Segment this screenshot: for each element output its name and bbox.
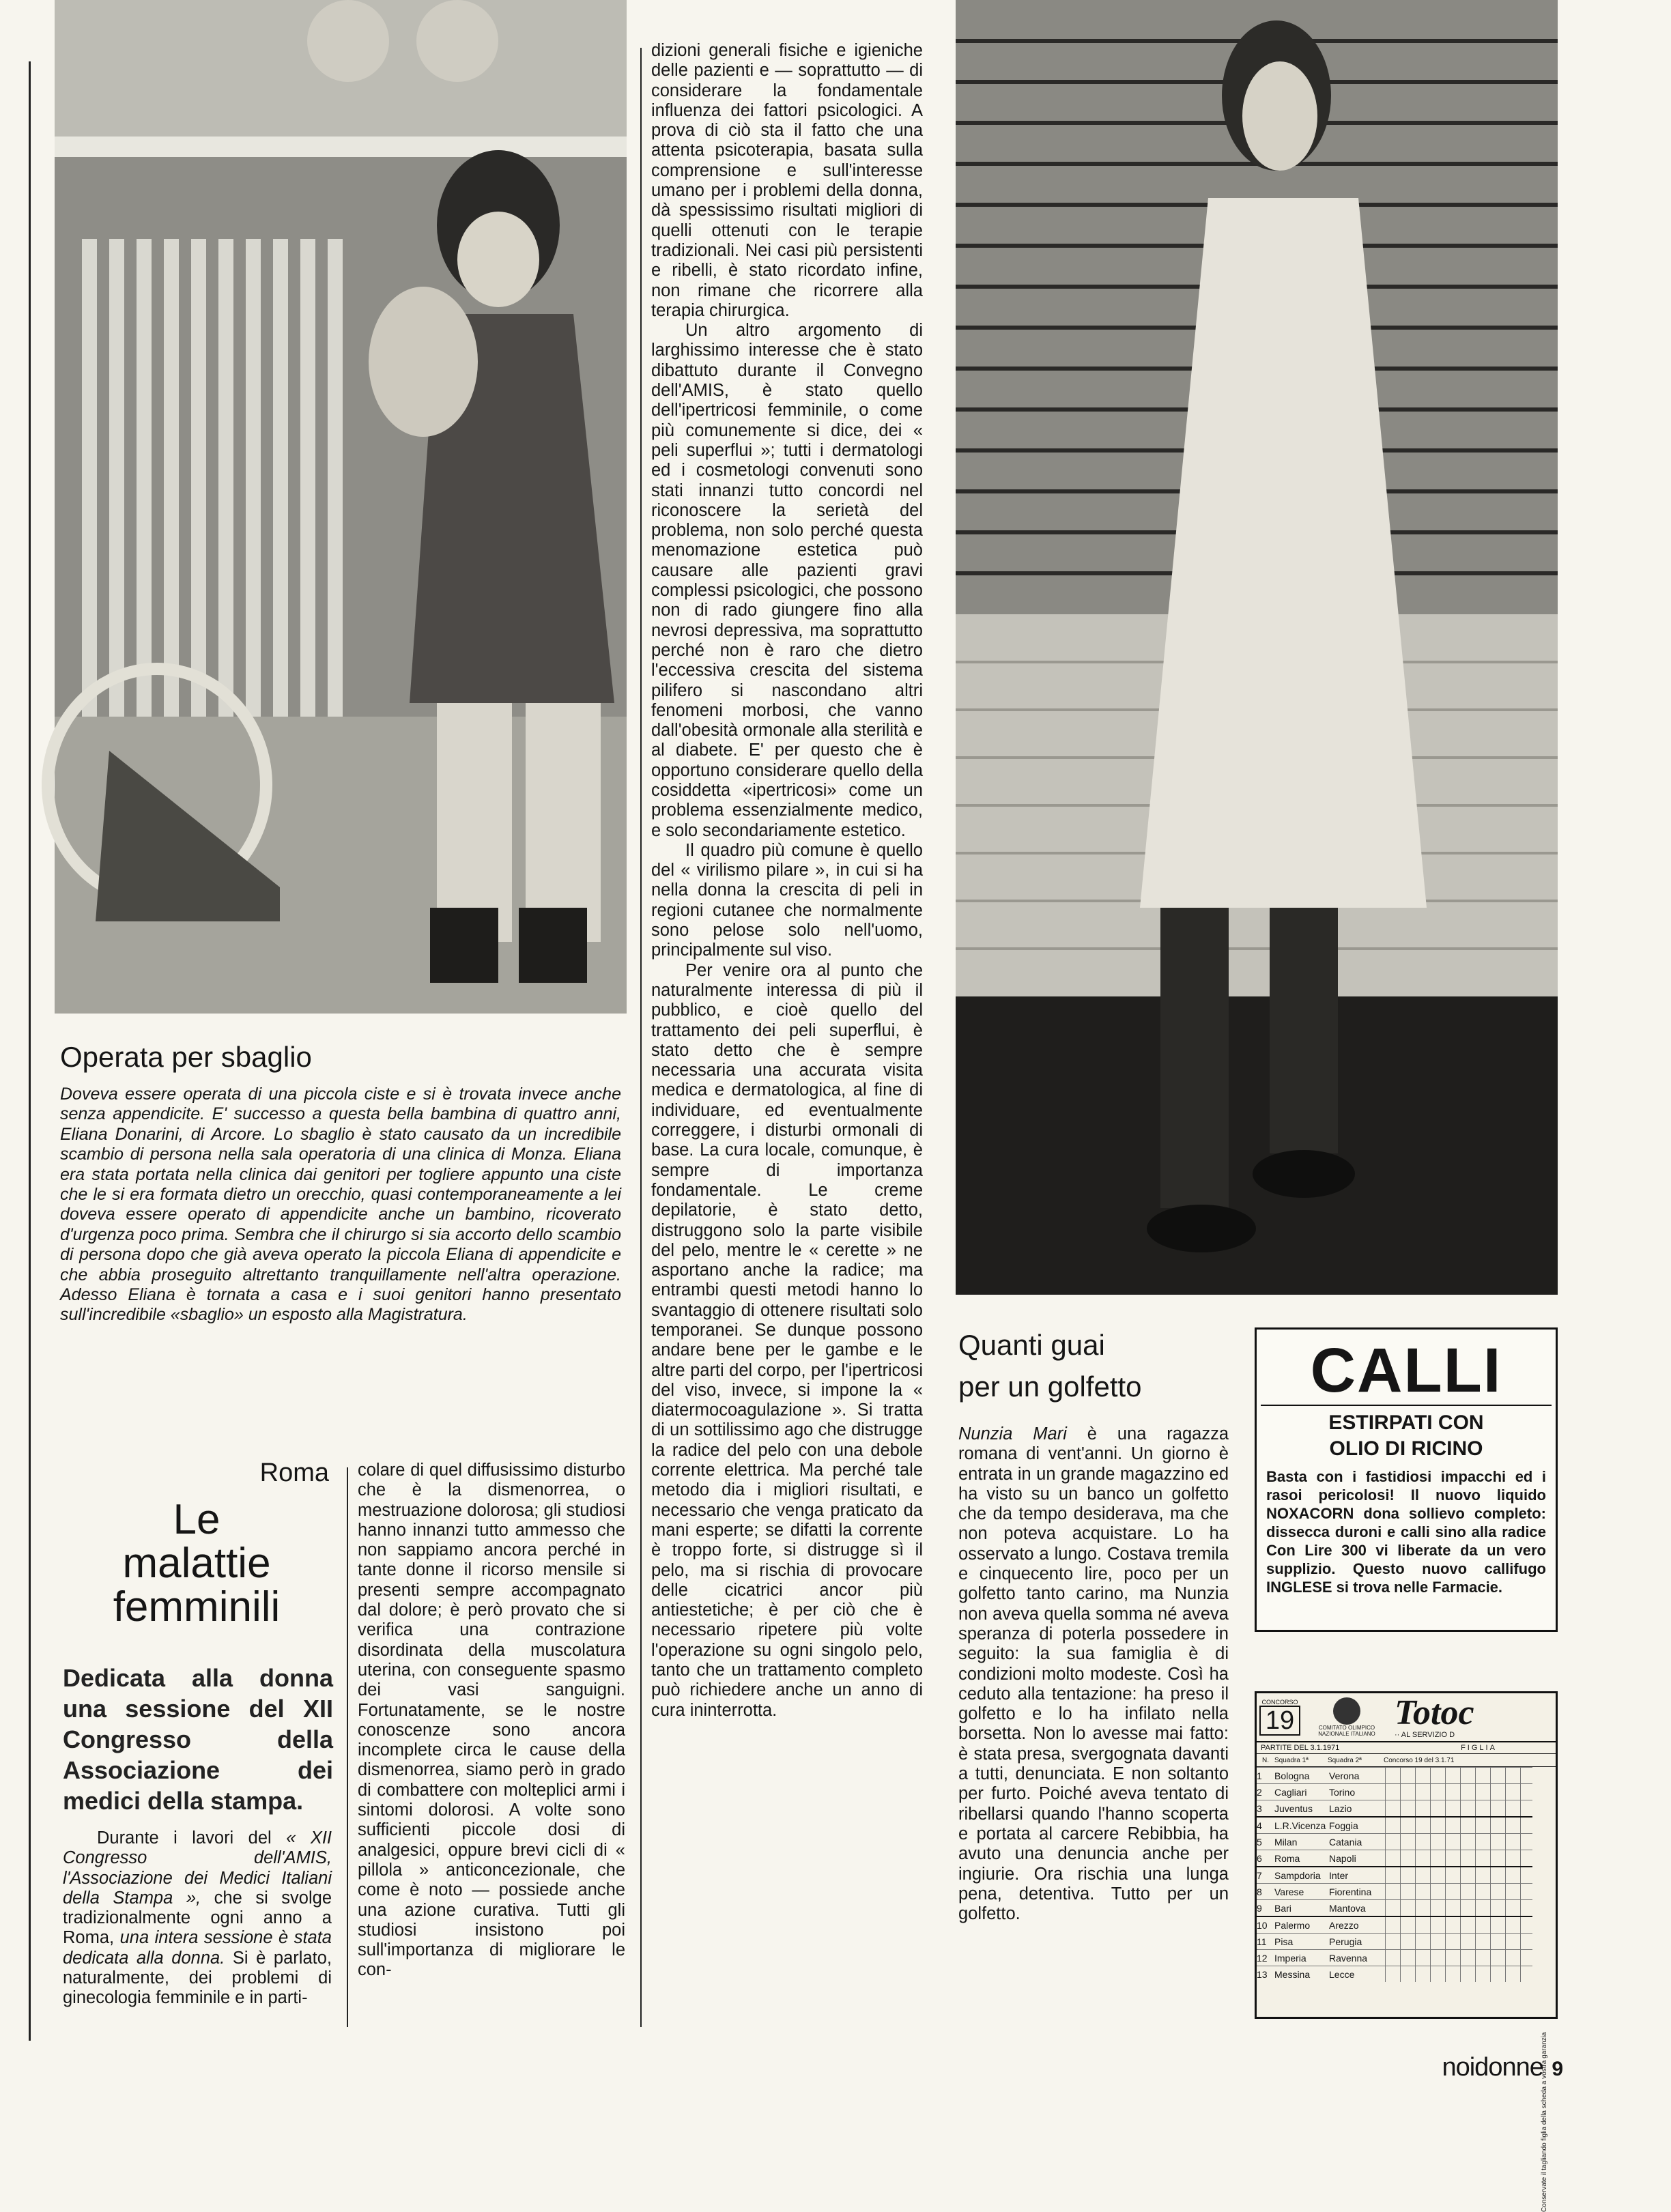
caption-text-operata: Doveva essere operata di una piccola ciste e si è trovata invece anche senza appendicite. E' successo a questa bella bambina di quattro anni, Eliana Donarini, di Arcore. Lo sbaglio è stato causato da un incredibile scambio di persona nella sala operatoria di una clinica di Monza. Eliana era stata portata nella clinica dai genitori per togliere appunto una ciste che le si era formata dietro un orecchio, quasi contemporaneamente a lei doveva essere operato di appendicite anche un bambino, ricoverato d'urgenza poco prima. Sembra che il chirurgo si sia accorto dello scambio di persona dopo che già aveva operato la piccola Eliana di appendicite e che abbia proseguito altrettanto tranquillamente nell'altra operazione. Adesso Eliana è tornata a casa e i suoi genitori hanno presentato sull'incredibile «sbaglio» un esposto alla Magistratura.	[60, 1085, 621, 1325]
toto-servizio: ·· AL SERVIZIO D	[1395, 1731, 1455, 1739]
ad-calli	[1255, 1327, 1558, 1632]
toto-row	[1257, 1883, 1532, 1899]
article-headline	[60, 1498, 333, 1629]
golfetto-title-line-1: Quanti guai	[958, 1329, 1105, 1361]
toto-row-number: 9	[1257, 1902, 1262, 1914]
toto-row-home: Milan	[1274, 1836, 1298, 1848]
intro-b: « XII Congresso dell'AMIS, l'Associazione dei Medici Italiani della Stampa »,	[63, 1828, 332, 1908]
article-column-3	[651, 41, 923, 1721]
toto-row-home: Bologna	[1274, 1770, 1310, 1781]
col3-para-2: Un altro argomento di larghissimo interesse che è stato dibattuto durante il Convegno dell'AMIS, è stato quello dell'ipertricosi femminile, o come più comunemente si dice, dei « peli superflui »; tutti i dermatologi ed i cosmetologi convenuti sono stati innanzi tutto concordi nel riconoscere la serietà del problema, non solo perché questa menomazione estetica può causare alle pazienti gravi complessi psicologici, che possono non di rado giungere fino alla nevrosi depressiva, ma soprattutto perché non è raro che dietro l'eccessiva crescita del sistema pilifero si nascondano altri fenomeni morbosi, che vanno dall'obesità ormonale alla sterilità e al diabete. E' per questo che è opportuno considerare quello della cosiddetta «ipertricosi» come un problema essenzialmente medico, e solo secondariamente estetico.	[651, 321, 923, 840]
toto-row-away: Ravenna	[1329, 1952, 1368, 1964]
toto-row	[1257, 1966, 1532, 1982]
toto-row-home: Palermo	[1274, 1919, 1311, 1931]
headline-line-2: malattie	[122, 1540, 271, 1587]
caption-text-golfetto	[958, 1424, 1229, 1924]
toto-row-grid	[1385, 1934, 1532, 1949]
col3-para-3: Il quadro più comune è quello del « virilismo pilare », in cui si ha nella donna la crescita di peli in regioni cutanee che normalmente sono pelose solo nell'uomo, principalmente sul viso.	[651, 840, 923, 960]
toto-row-home: Imperia	[1274, 1952, 1306, 1964]
toto-row-grid	[1385, 1784, 1532, 1800]
toto-row-number: 8	[1257, 1886, 1262, 1897]
toto-row-number: 4	[1257, 1820, 1262, 1831]
toto-row	[1257, 1933, 1532, 1949]
toto-row-number: 11	[1257, 1936, 1267, 1947]
toto-row-grid	[1385, 1867, 1532, 1883]
toto-row	[1257, 1833, 1532, 1850]
article-city: Roma	[259, 1459, 329, 1487]
toto-row-away: Catania	[1329, 1836, 1362, 1848]
toto-coni: COMITATO OLIMPICO NAZIONALE ITALIANO	[1318, 1725, 1375, 1737]
intro-a: Durante i lavori del	[97, 1828, 272, 1848]
page-number: 9	[1552, 2058, 1563, 2080]
toto-row-away: Lazio	[1329, 1802, 1352, 1814]
toto-row-grid	[1385, 1950, 1532, 1966]
toto-row-grid	[1385, 1834, 1532, 1850]
toto-row-home: Pisa	[1274, 1936, 1294, 1947]
toto-row-number: 13	[1257, 1968, 1268, 1980]
toto-col-n: N.	[1262, 1756, 1269, 1764]
toto-row-grid	[1385, 1850, 1532, 1866]
ad-body: Basta con i fastidiosi impacchi ed i rasoi pericolosi! Il nuovo liquido NOXACORN dona sollievo completo: dissecca duroni e calli sino alla radice Con Lire 300 vi liberate da un vero supplizio. Questo nuovo callifugo INGLESE si trova nelle Farmacie.	[1266, 1468, 1546, 1596]
toto-row-grid	[1385, 1884, 1532, 1899]
toto-row	[1257, 1783, 1532, 1800]
golfetto-title-line-2: per un golfetto	[958, 1370, 1142, 1403]
toto-row-number: 10	[1257, 1919, 1268, 1931]
caption-title-golfetto	[958, 1324, 1245, 1407]
toto-col-conc: Concorso 19 del 3.1.71	[1384, 1756, 1455, 1764]
toto-row-home: Bari	[1274, 1902, 1291, 1914]
toto-row-away: Arezzo	[1329, 1919, 1359, 1931]
toto-row-number: 6	[1257, 1852, 1262, 1864]
photo-woman-walking	[956, 0, 1558, 1295]
footer	[1420, 2053, 1563, 2086]
intro-c: che si svolge tradizionalmente ogni anno a Roma,	[63, 1888, 332, 1948]
col3-para-1: dizioni generali fisiche e igieniche delle pazienti e — soprattutto — di considerare la fondamentale influenza dei fattori psicologici. A prova di ciò sta il fatto che una attenta psicoterapia, basata sulla comprensione e sull'interesse umano per i problemi della donna, dà spessissimo risultati migliori di quelli ottenuti con le terapie tradizionali. Nei casi più persistenti e ribelli, è stato ricordato infine, non rimane che ricorrere alla terapia chirurgica.	[651, 41, 923, 320]
toto-row-away: Torino	[1329, 1786, 1356, 1798]
toto-row-away: Lecce	[1329, 1968, 1355, 1980]
toto-brand: Totoc	[1395, 1693, 1474, 1732]
toto-concorso-label: CONCORSO	[1261, 1699, 1298, 1706]
toto-row-grid	[1385, 1818, 1532, 1833]
toto-col-sq1: Squadra 1ª	[1274, 1756, 1309, 1764]
toto-row-away: Perugia	[1329, 1936, 1362, 1947]
intro-e: Si è parlato, naturalmente, dei problemi di ginecologia femminile e in parti-	[63, 1948, 332, 2008]
toto-row-number: 1	[1257, 1770, 1262, 1781]
column-rule-2	[640, 48, 642, 2027]
magazine-logo: noidonne	[1442, 2053, 1543, 2082]
golfetto-name: Nunzia Mari	[958, 1424, 1067, 1443]
intro-d: una intera sessione è stata dedicata alla donna.	[63, 1928, 332, 1968]
toto-row-grid	[1385, 1917, 1532, 1933]
article-subhead: Dedicata alla donna una sessione del XII Congresso della Associazione dei medici della stampa.	[63, 1664, 333, 1815]
toto-row-home: Cagliari	[1274, 1786, 1307, 1798]
toto-col-sq2: Squadra 2ª	[1328, 1756, 1362, 1764]
toto-row-away: Napoli	[1329, 1852, 1356, 1864]
left-border-rule	[29, 61, 31, 2041]
toto-row	[1257, 1800, 1532, 1816]
toto-row-home: Messina	[1274, 1968, 1311, 1980]
toto-row-number: 5	[1257, 1836, 1262, 1848]
article-column-2: colare di quel diffusissimo disturbo che è la dismenorrea, o mestruazione dolorosa; gli studiosi hanno innanzi tutto ammesso che non sappiamo ancora perché in tante donne il ricorso mensile si presenti sempre accompagnato dal dolore; è però provato che si verifica una contrazione disordinata della muscolatura uterina, con conseguente spasmo dei vasi sanguigni. Fortunatamente, se le nostre conoscenze sono ancora incomplete circa le cause della dismenorrea, siamo però in grado di combattere con molteplici armi i sintomi dolorosi. A volte sono sufficienti piccole dosi di analgesici, oppure brevi cicli di « pillola » anticoncezionale, che come è noto — possiede anche una azione curativa. Tutti gli studiosi insistono poi sull'importanza di migliorare le con-	[358, 1461, 625, 1980]
toto-row-home: Sampdoria	[1274, 1869, 1321, 1881]
article-column-1	[63, 1828, 332, 2009]
headline-line-1: Le	[173, 1496, 220, 1543]
headline-line-3: femminili	[113, 1583, 281, 1631]
toto-row-away: Foggia	[1329, 1820, 1358, 1831]
toto-row-away: Fiorentina	[1329, 1886, 1372, 1897]
col3-para-4: Per venire ora al punto che naturalmente interessa di più il pubblico, e cioè quello del trattamento dei peli superflui, è stato detto che è sempre necessaria una accurata visita medica e dermatologica, al fine di individuare, ed eventualmente correggere, i disturbi ormonali di base. La cura locale, comunque, è sempre di importanza fondamentale. Le creme depilatorie, è stato detto, distruggono solo la parte visibile del pelo, mentre le « cerette » ne asportano anche la radice; ma entrambi questi metodi hanno lo svantaggio di ottenere risultati solo temporanei. Se dunque possono andare bene per le gambe e le altre parti del corpo, per l'ipertricosi del viso, invece, si impone la « diatermocoagulazione ». Si tratta di un sottilissimo ago che distrugge la radice del pelo con una debole corrente elettrica. Ma perché tale metodo dia i migliori risultati, e necessario che venga praticato da mani esperte; se difatti la corrente è troppo forte, si distrugge sì il pelo, ma si rischia di provocare delle cicatrici ancor più antiestetiche; è per ciò che è necessario ripetere più volte l'operazione su ogni singolo pelo, tanto che un trattamento completo può richiedere anche un anno di cura ininterrotta.	[651, 960, 923, 1720]
toto-row-home: Varese	[1274, 1886, 1304, 1897]
column-rule-1	[347, 1467, 348, 2027]
toto-side-text: Conservate il tagliando figlia della scheda a vostra garanzia	[1541, 2032, 1548, 2212]
toto-concorso-num: 19	[1259, 1706, 1300, 1736]
toto-row-home: L.R.Vicenza	[1274, 1820, 1326, 1831]
toto-row-grid	[1385, 1768, 1532, 1783]
toto-row-grid	[1385, 1966, 1532, 1982]
photo-girl-with-doll	[55, 0, 627, 1014]
golfetto-text: è una ragazza romana di vent'anni. Un giorno è entrata in un grande magazzino ed ha visto su un banco un golfetto che da tempo desiderava, ma che non poteva acquistare. Lo ha osservato a lungo. Costava tremila e cinquecento lire, poco per un golfetto tanto carino, ma Nunzia non aveva quella somma né aveva speranza di poterla possedere in seguito: la sua famiglia è di condizioni molto modeste. Così ha ceduto alla tentazione: ha preso il golfetto e lo ha infilato nella borsetta. Non lo avesse mai fatto: è stata presa, svergognata davanti a tutti, denunciata. E non soltanto per furto. Poiché aveva tentato di ribellarsi quando l'hanno scoperta e portata al carcere Rebibbia, ha avuto una denuncia anche per ingiurie. Ora rischia una lunga pena, detentiva. Tutto per un golfetto.	[958, 1424, 1229, 1924]
toto-figlia: FIGLIA	[1461, 1744, 1497, 1752]
toto-row	[1257, 1767, 1532, 1783]
toto-row-away: Mantova	[1329, 1902, 1366, 1914]
toto-row-grid	[1385, 1900, 1532, 1916]
toto-row-home: Roma	[1274, 1852, 1300, 1864]
toto-row	[1257, 1850, 1532, 1866]
toto-rows	[1257, 1767, 1532, 1982]
toto-row	[1257, 1899, 1532, 1916]
toto-row-home: Juventus	[1274, 1802, 1313, 1814]
toto-row	[1257, 1916, 1532, 1933]
toto-row-number: 12	[1257, 1952, 1268, 1964]
toto-row	[1257, 1866, 1532, 1883]
caption-title-operata: Operata per sbaglio	[60, 1041, 312, 1073]
toto-row-number: 3	[1257, 1802, 1262, 1814]
ad-line-2: OLIO DI RICINO	[1329, 1437, 1483, 1460]
toto-row	[1257, 1949, 1532, 1966]
toto-row-away: Verona	[1329, 1770, 1360, 1781]
toto-row-away: Inter	[1329, 1869, 1349, 1881]
coni-logo-icon	[1333, 1697, 1360, 1725]
toto-row-grid	[1385, 1800, 1532, 1816]
toto-partite: PARTITE DEL 3.1.1971	[1261, 1744, 1340, 1752]
toto-row-number: 2	[1257, 1786, 1262, 1798]
ad-brand: CALLI	[1310, 1336, 1502, 1405]
toto-row-number: 7	[1257, 1869, 1262, 1881]
ad-line-1: ESTIRPATI CON	[1328, 1411, 1484, 1434]
toto-row	[1257, 1816, 1532, 1833]
